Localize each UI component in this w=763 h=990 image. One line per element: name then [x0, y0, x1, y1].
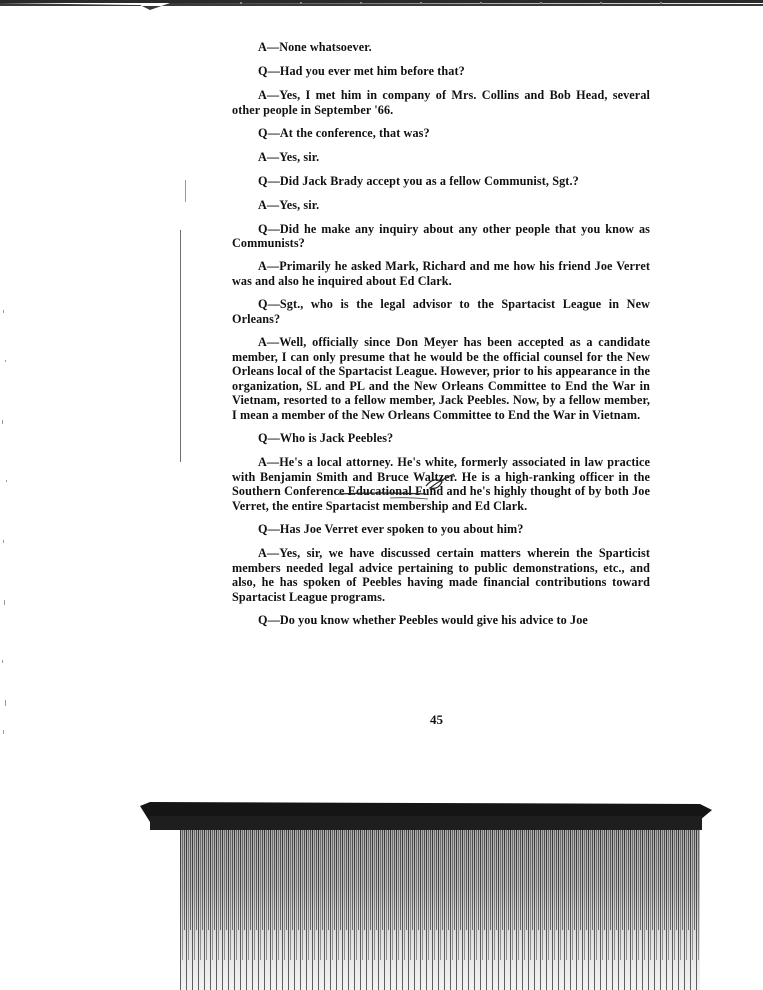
margin-tick-mark [185, 180, 186, 202]
margin-line [180, 230, 181, 462]
transcript-paragraph: Q—Did Jack Brady accept you as a fellow Communist, Sgt.? [258, 173, 579, 188]
scan-bottom-artifact [0, 790, 763, 990]
transcript-paragraph: Q—Did he make any inquiry about any other people that you know as Communists? [232, 221, 650, 251]
transcript-paragraph: Q—Sgt., who is the legal advisor to the Spartacist League in New Orleans? [232, 297, 650, 326]
page-number: 45 [430, 712, 443, 727]
transcript-paragraph: A—Primarily he asked Mark, Richard and me how his friend Joe Verret was and also he inquired about Ed Clark. [232, 259, 650, 289]
transcript-paragraph: Q—At the conference, that was? [258, 125, 430, 140]
scan-speckle-left [0, 300, 12, 760]
transcript-paragraph: A—Yes, sir. [258, 197, 320, 212]
scan-top-edge [0, 0, 763, 12]
transcript-paragraph: Q—Do you know whether Peebles would give his advice to Joe [258, 613, 588, 628]
transcript-body [232, 40, 650, 636]
transcript-paragraph: A—He's a local attorney. He's white, formerly associated in law practice with Benjamin Smith and Bruce Waltzer. He is a high-ranking officer in the Southern Conference Educational Fund and he's highly thought of by both Joe Verret, the entire Spartacist membership and Ed Clark. [232, 455, 650, 513]
transcript-paragraph: A—Yes, sir, we have discussed certain matters wherein the Sparticist members needed legal advice pertaining to public demonstrations, etc., and also, he has spoken of Peebles having made financial contributions toward Spartacist League programs. [232, 546, 650, 604]
handwritten-underline-mark [330, 466, 460, 506]
transcript-paragraph: Q—Has Joe Verret ever spoken to you about him? [258, 522, 524, 537]
transcript-paragraph: A—None whatsoever. [258, 40, 372, 54]
transcript-paragraph: A—Yes, sir. [258, 149, 320, 164]
transcript-paragraph: A—Yes, I met him in company of Mrs. Collins and Bob Head, several other people in September '66. [232, 87, 650, 117]
transcript-paragraph: Q—Who is Jack Peebles? [258, 431, 394, 446]
transcript-paragraph: A—Well, officially since Don Meyer has been accepted as a candidate member, I can only presume that he would be the official counsel for the New Orleans local of the Spartacist League. However, prior to his appearance in the organization, SL and PL and the New Orleans Committee to End the War in Vietnam, resorted to a fellow member, Jack Peebles. Now, by a fellow member, I mean a member of the New Orleans Committee to End the War in Vietnam. [232, 335, 650, 422]
transcript-paragraph: Q—Had you ever met him before that? [258, 63, 465, 78]
